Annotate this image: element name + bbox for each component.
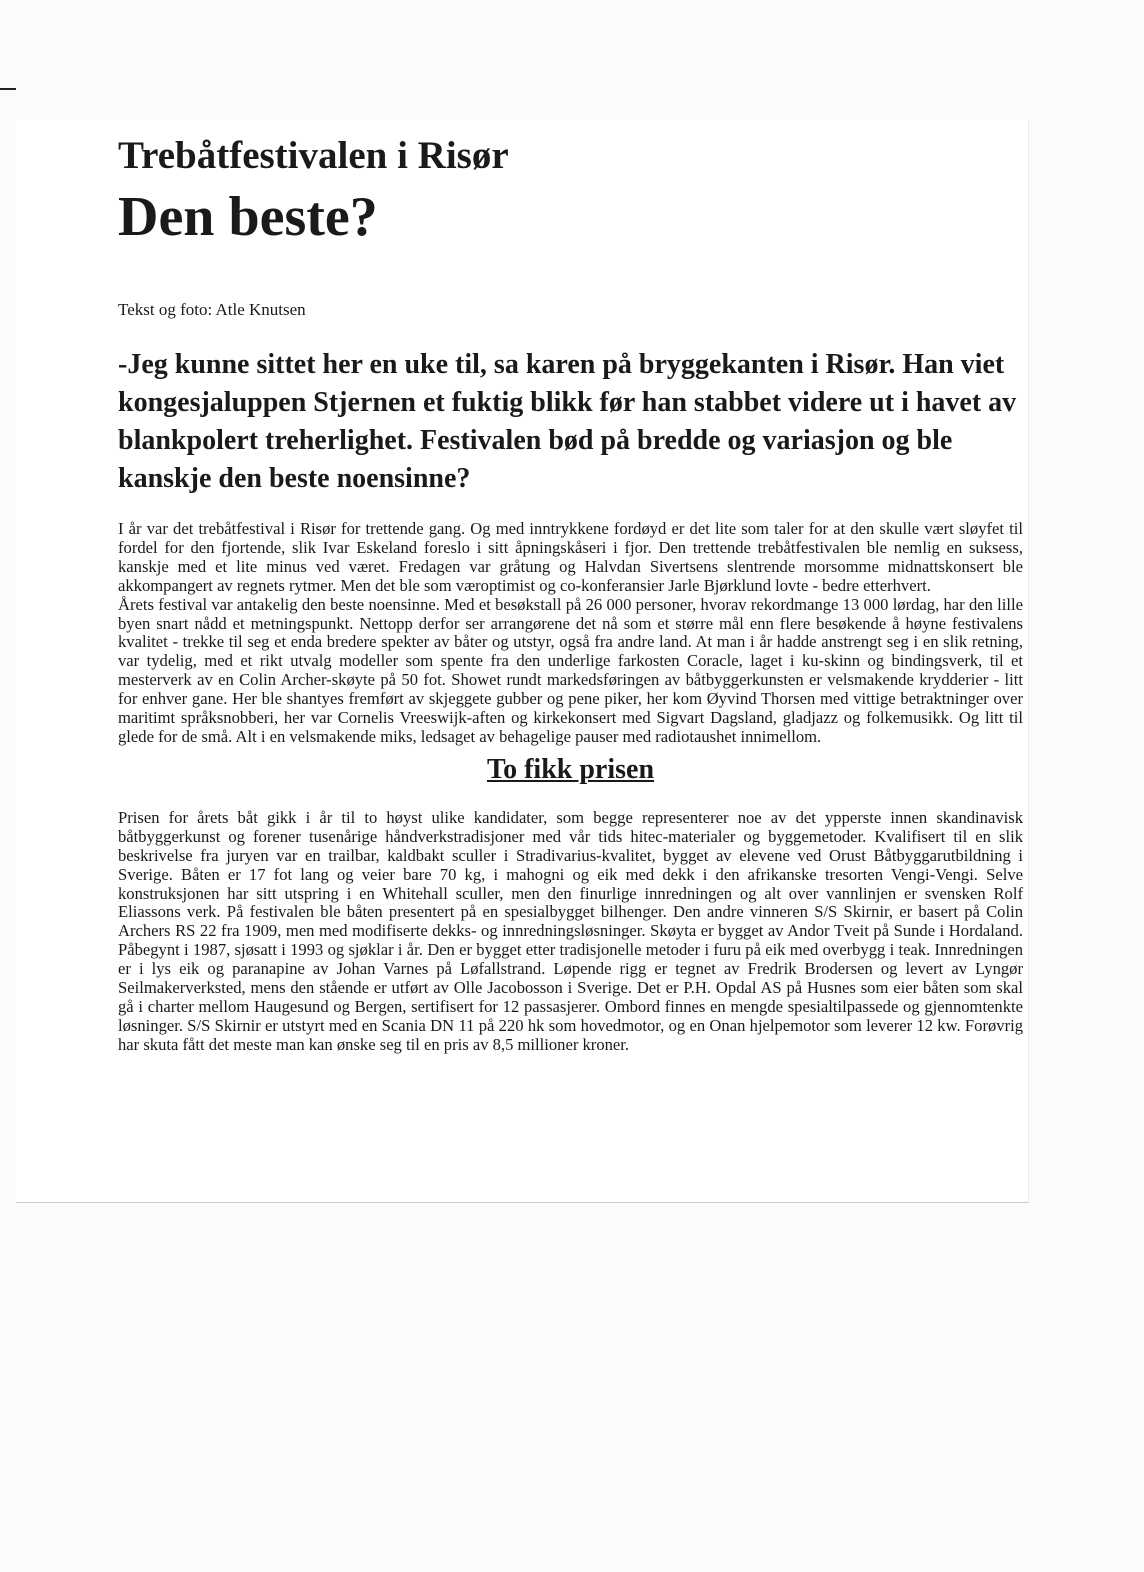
article-headline: Den beste? <box>118 186 378 248</box>
article-page <box>16 120 1029 1203</box>
article-content <box>118 130 1023 1055</box>
scan-edge-mark <box>0 88 16 90</box>
body-paragraph: Årets festival var antakelig den beste noensinne. Med et besøkstall på 26 000 personer, hvorav rekordmange 13 000 lørdag, har den lille byen snart nådd et metningspunkt. Nettopp derfor ser arrangørene det nå som et større mål enn flere besøkende å høyne festivalens kvalitet - trekke til seg et enda bredere spekter av båter og utstyr, også fra andre land. At man i år hadde anstrengt seg i en slik retning, var tydelig, med et rikt utvalg modeller som spente fra den underlige farkosten Coracle, laget i ku-skinn og bindingsverk, til et mesterverk av en Colin Archer-skøyte på 50 fot. Showet rundt markedsføringen av båtbyggerkunsten er velsmakende krydderier - litt for enhver gane. Her ble shantyes fremført av skjeggete gubber og pene piker, her kom Øyvind Thorsen med vittige betraktninger over maritimt språksnobberi, her var Cornelis Vreeswijk-aften og kirkekonsert med Sigvart Dagsland, gladjazz og folkemusikk. Og litt til glede for de små. Alt i en velsmakende miks, ledsaget av behagelige pauser med radiotaushet innimellom. <box>118 594 1023 746</box>
article-lead: -Jeg kunne sittet her en uke til, sa karen på bryggekanten i Risør. Han viet kongesjaluppen Stjernen et fuktig blikk før han stabbet videre ut i havet av blankpolert treherlighet. Festivalen bød på bredde og variasjon og ble kanskje den beste noensinne? <box>118 349 1017 494</box>
section-subhead: To fikk prisen <box>486 753 655 785</box>
prize-paragraph: Prisen for årets båt gikk i år til to høyst ulike kandidater, som begge representerer noe av det ypperste innen skandinavisk båtbyggerkunst og forener tusenårige håndverkstradisjoner med vår tids hitec-materialer og byggemetoder. Kvalifisert til en slik beskrivelse fra juryen var en trailbar, kaldbakt sculler i Stradivarius-kvalitet, bygget av elevene ved Orust Båtbyggarutbildning i Sverige. Båten er 17 fot lang og veier bare 70 kg, i mahogni og eik med dekk i den afrikanske tresorten Vengi-Vengi. Selve konstruksjonen har sitt utspring i en Whitehall sculler, men den finurlige innredningen og alt over vannlinjen er svensken Rolf Eliassons verk. På festivalen ble båten presentert på en spesialbygget bilhenger. Den andre vinneren S/S Skirnir, er basert på Colin Archers RS 22 fra 1909, men med modifiserte dekks- og innredningsløsninger. Skøyta er bygget av Andor Tveit på Sunde i Hordaland. Påbegynt i 1987, sjøsatt i 1993 og sjøklar i år. Den er bygget etter tradisjonelle metoder i furu på eik med overbygg i teak. Innredningen er i lys eik og paranapine av Johan Varnes på Løfallstrand. Løpende rigg er tegnet av Fredrik Brodersen og levert av Lyngør Seilmakerverksted, mens den stående er utført av Olle Jacobosson i Sverige. Det er P.H. Opdal AS på Husnes som eier båten som skal gå i charter mellom Haugesund og Bergen, sertifisert for 12 passasjerer. Ombord finnes en mengde spesialtilpassede og gjennomtenkte løsninger. S/S Skirnir er utstyrt med en Scania DN 11 på 220 hk som hovedmotor, og en Onan hjelpemotor som leverer 12 kw. Forøvrig har skuta fått det meste man kan ønske seg til en pris av 8,5 millioner kroner. <box>118 807 1023 1054</box>
article-kicker: Trebåtfestivalen i Risør <box>118 134 509 177</box>
body-paragraph: I år var det trebåtfestival i Risør for trettende gang. Og med inntrykkene fordøyd er det lite som taler for at den skulle vært sløyfet til fordel for den fjortende, slik Ivar Eskeland foreslo i sitt åpningskåseri i fjor. Den trettende trebåtfestivalen ble nemlig en suksess, kanskje med et lite minus ved været. Fredagen var gråtung og Halvdan Sivertsens slentrende morsomme midnattskonsert ble akkompangert av regnets rytmer. Men det ble som væroptimist og co-konferansier Jarle Bjørklund lovte - bedre etterhvert. <box>118 519 1023 595</box>
article-byline: Tekst og foto: Atle Knutsen <box>118 300 306 319</box>
article-body <box>118 520 1023 747</box>
